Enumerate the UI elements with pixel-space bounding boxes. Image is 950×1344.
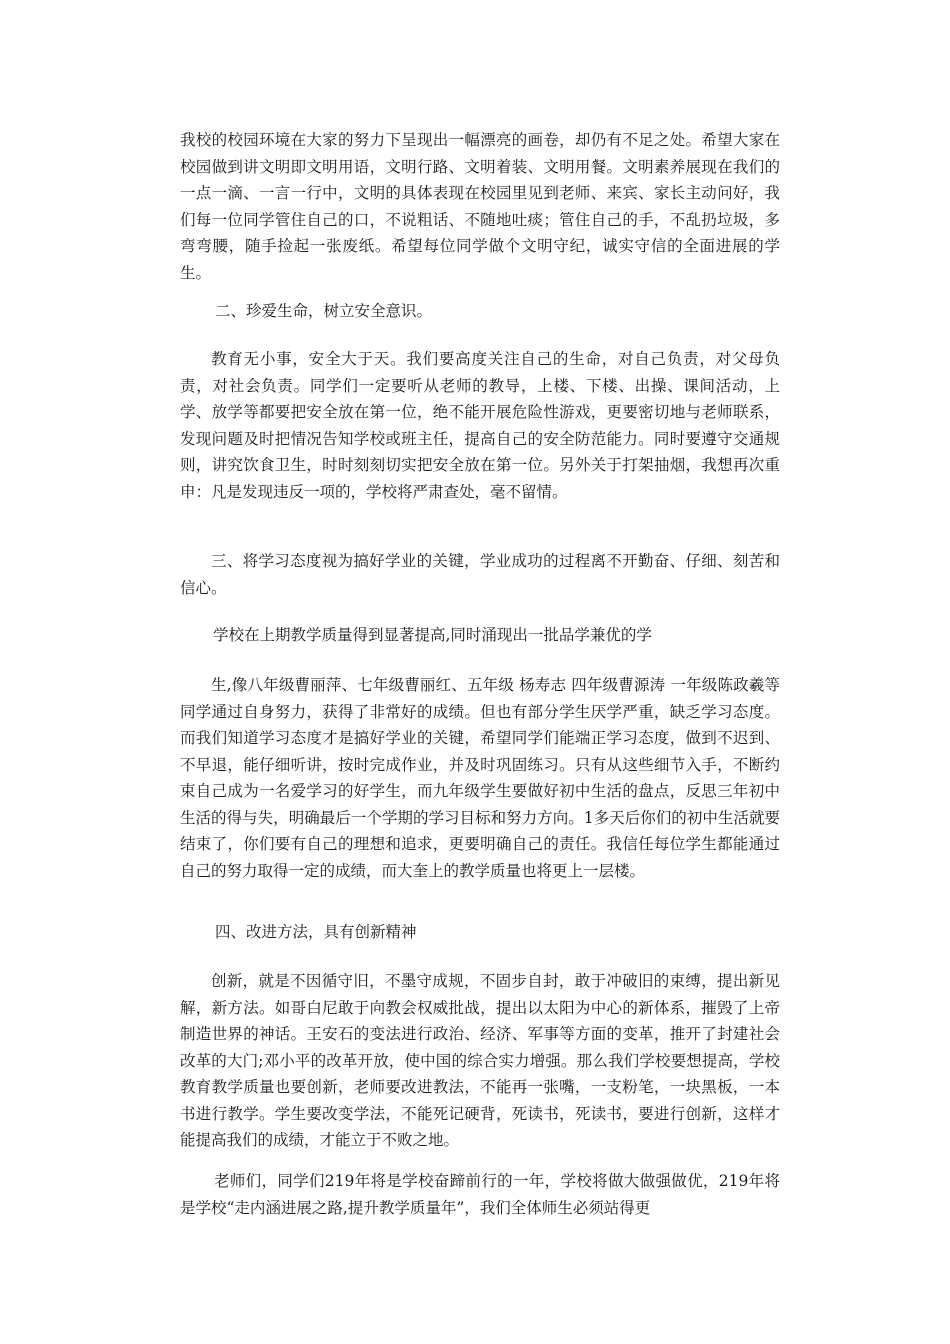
paragraph-closing: 老师们，同学们219年将是学校奋蹄前行的一年，学校将做大做强做优，219年将是学校“走内涵进展之路,提升教学质量年”，我们全体师生必须站得更	[180, 1172, 780, 1217]
paragraph-safety: 教育无小事，安全大于天。我们要高度关注自己的生命，对自己负责，对父母负责，对社会负责。同学们一定要听从老师的教导，上楼、下楼、出操、课间活动，上学、放学等都要把安全放在第一位，绝不能开展危险性游戏，更要密切地与老师联系，发现问题及时把情况告知学校或班主任，提高自己的安全防范能力。同时要遵守交通规则，讲究饮食卫生，时时刻刻切实把安全放在第一位。另外关于打架抽烟，我想再次重申：凡是发现违反一项的，学校将严肃查处，毫不留情。	[180, 350, 780, 501]
paragraph-civility: 我校的校园环境在大家的努力下呈现出一幅漂亮的画卷，却仍有不足之处。希望大家在校园做到讲文明即文明用语，文明行路、文明着装、文明用餐。文明素养展现在我们的一点一滴、一言一行中，文明的具体表现在校园里见到老师、来宾、家长主动问好，我们每一位同学管住自己的口，不说粗话、不随地吐痰；管住自己的手，不乱扔垃圾，多弯弯腰，随手捡起一张废纸。希望每位同学做个文明守纪，诚实守信的全面进展的学生。	[180, 131, 780, 282]
section-heading-innovation: 四、改进方法，具有创新精神	[215, 923, 417, 941]
section-heading-study-attitude: 三、将学习态度视为搞好学业的关键，学业成功的过程离不开勤奋、仔细、刻苦和信心。	[180, 552, 780, 597]
paragraph-innovation: 创新，就是不因循守旧，不墨守成规，不固步自封，敢于冲破旧的束缚，提出新见解，新方法。如哥白尼敢于向教会权威批战，提出以太阳为中心的新体系，摧毁了上帝制造世界的神话。王安石的变法进行政治、经济、军事等方面的变革，推开了封建社会改革的大门;邓小平的改革开放，使中国的综合实力增强。那么我们学校要想提高，学校教育教学质量也要创新，老师要改进教法，不能再一张嘴，一支粉笔，一块黑板，一本书进行教学。学生要改变学法，不能死记硬背，死读书，死读书，要进行创新，这样才能提高我们的成绩，才能立于不败之地。	[180, 972, 780, 1149]
paragraph-study-intro: 学校在上期教学质量得到显著提高,同时涌现出一批品学兼优的学	[213, 626, 652, 644]
section-heading-safety: 二、珍爱生命，树立安全意识。	[215, 302, 433, 320]
paragraph-study-attitude: 生,像八年级曹丽萍、七年级曹丽红、五年级 杨寿志 四年级曹源涛 一年级陈政羲等同学通过自身努力，获得了非常好的成绩。但也有部分学生厌学严重，缺乏学习态度。而我们知道学习态度才是搞好学业的关键，希望同学们能端正学习态度，做到不迟到、不早退，能仔细听讲，按时完成作业，并及时巩固练习。只有从这些细节入手，不断约束自己成为一名爱学习的好学生，而九年级学生要做好初中生活的盘点，反思三年初中生活的得与失，明确最后一个学期的学习目标和努力方向。1多天后你们的初中生活就要结束了，你们要有自己的理想和追求，更要明确自己的责任。我信任每位学生都能通过自己的努力取得一定的成绩，而大奎上的教学质量也将更上一层楼。	[180, 676, 780, 880]
